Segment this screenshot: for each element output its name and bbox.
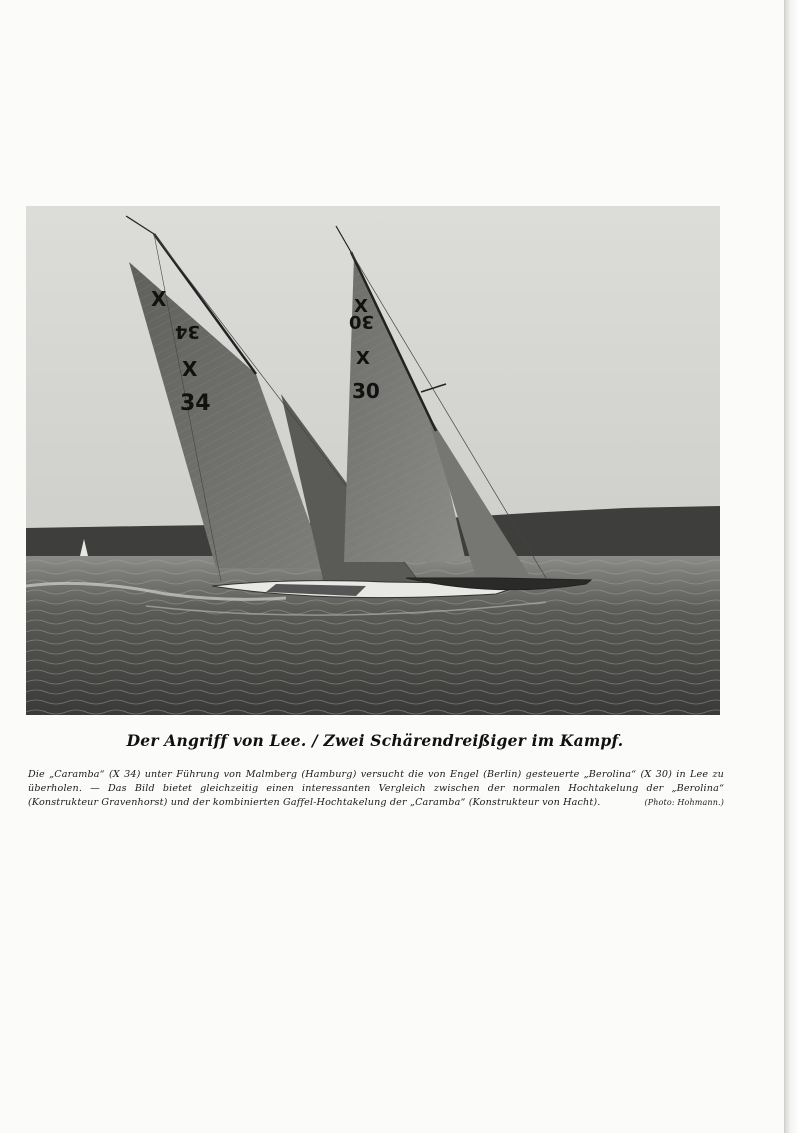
caption-text: Die „Caramba“ (X 34) unter Führung von Malmberg (Hamburg) versucht die von Engel (Berlin) gesteuerte „Berolina“ (X 30) in Lee zu überholen. — Das Bild bietet gleichzeitig einen interessanten Vergleich zwischen der normalen Hochtakelung der „Berolina“ (Konstrukteur Gravenhorst) und der kombinierten Gaffel-Hochtakelung der „Caramba“ (Konstrukteur von Hacht).: [28, 769, 724, 808]
sail-left-lower-number: 34: [180, 391, 211, 416]
sail-right-upper-number: 30: [348, 311, 374, 332]
page-edge: [785, 0, 799, 1133]
sail-right-lower: X: [356, 348, 370, 369]
sail-right-lower-number: 30: [352, 379, 380, 403]
sail-left-upper: X: [151, 287, 167, 311]
sail-left-lower: X: [182, 357, 198, 381]
photo-credit: (Photo: Hohmann.): [644, 798, 724, 807]
caption-body: [28, 768, 724, 810]
sail-left-upper-number: 34: [174, 321, 200, 342]
caption-title: Der Angriff von Lee. / Zwei Schärendreißiger im Kampf.: [126, 731, 624, 750]
photo-illustration: [26, 206, 720, 715]
sail-right-upper: X: [354, 296, 368, 317]
sailing-photograph: [26, 206, 720, 715]
